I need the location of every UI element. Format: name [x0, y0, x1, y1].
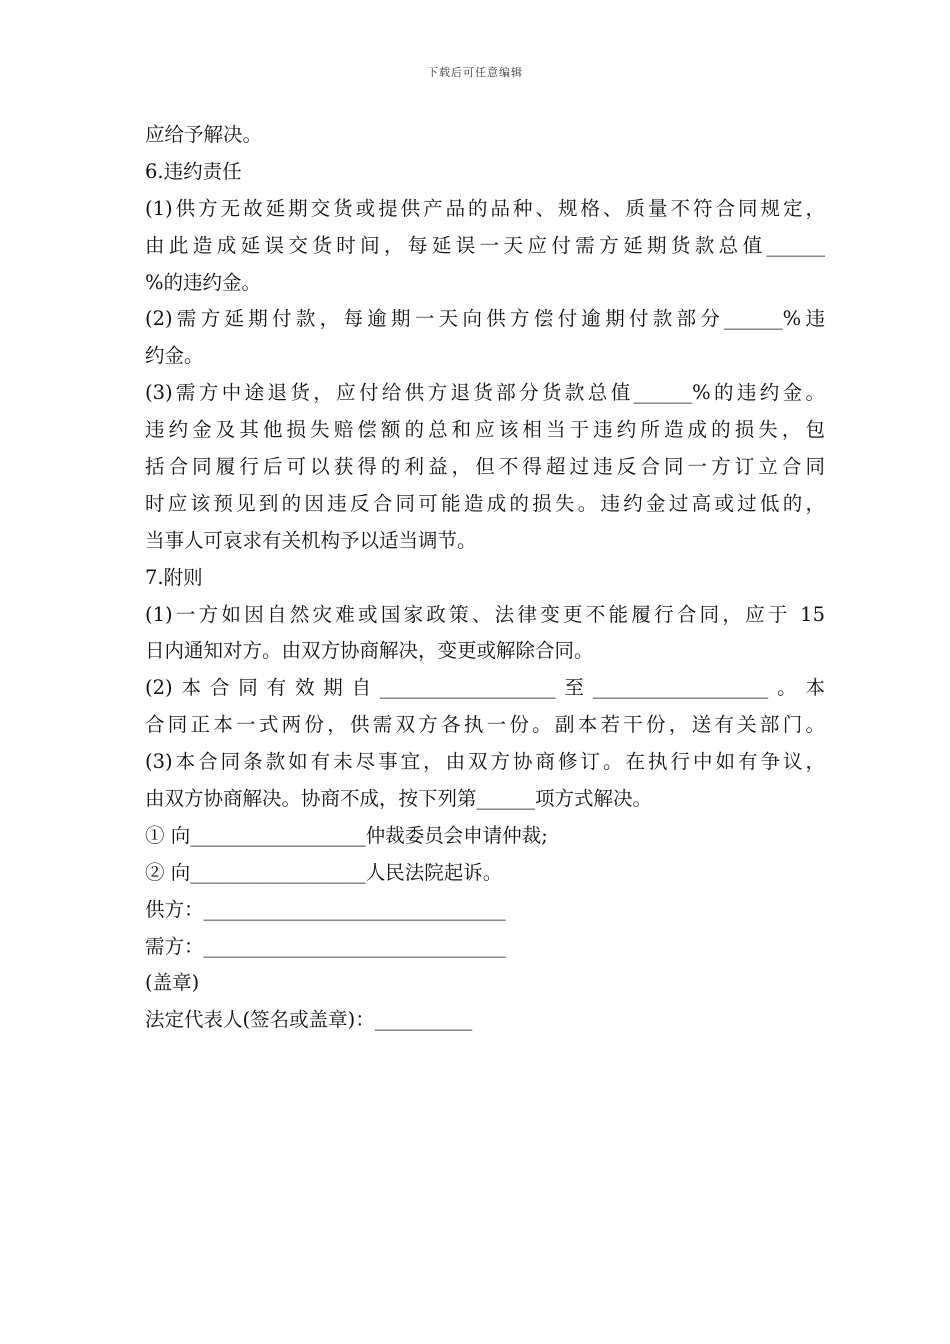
text-line: 应给予解决。 [145, 123, 263, 146]
text-line: 约金。 [145, 344, 204, 368]
page-header: 下载后可任意编辑 [427, 66, 523, 79]
text-line: 日内通知对方。由双方协商解决，变更或解除合同。 [145, 639, 594, 663]
text-line: (2)需方延期付款，每逾期一天向供方偿付逾期付款部分______%违 [145, 307, 825, 331]
text-line: 由双方协商解决。协商不成，按下列第______项方式解决。 [145, 787, 653, 811]
option-line: ① 向__________________仲裁委员会申请仲裁; [145, 823, 548, 847]
text-line: (1)供方无故延期交货或提供产品的品种、规格、质量不符合同规定， [145, 196, 825, 220]
signature-field-supplier: 供方：_______________________________ [145, 897, 506, 921]
text-line: 括合同履行后可以获得的利益，但不得超过违反合同一方订立合同 [145, 455, 825, 479]
text-line: 违约金及其他损失赔偿额的总和应该相当于违约所造成的损失，包 [145, 418, 825, 442]
text-line: 由此造成延误交货时间，每延误一天应付需方延期货款总值______ [145, 233, 825, 257]
text-line: 时应该预见到的因违反合同可能造成的损失。违约金过高或过低的， [145, 491, 825, 515]
text-line: (1)一方如因自然灾难或国家政策、法律变更不能履行合同，应于 15 [145, 602, 825, 626]
option-line: ② 向__________________人民法院起诉。 [145, 860, 503, 884]
text-line: 当事人可哀求有关机构予以适当调节。 [145, 528, 477, 552]
section-heading: 7.附则 [145, 565, 203, 589]
seal-note: (盖章) [145, 971, 200, 995]
legal-representative-field: 法定代表人(签名或盖章)：__________ [145, 1008, 473, 1032]
text-line: (3)本合同条款如有未尽事宜，由双方协商修订。在执行中如有争议， [145, 750, 825, 774]
document-body [145, 117, 825, 1039]
signature-field-buyer: 需方：_______________________________ [145, 934, 506, 958]
text-line: (2)本合同有效期自__________________至__________________。本 [145, 676, 825, 700]
text-line: (3)需方中途退货，应付给供方退货部分货款总值______%的违约金。 [145, 381, 825, 405]
text-line: %的违约金。 [145, 270, 262, 294]
section-heading: 6.违约责任 [145, 159, 242, 183]
text-line: 合同正本一式两份，供需双方各执一份。副本若干份，送有关部门。 [145, 713, 825, 737]
